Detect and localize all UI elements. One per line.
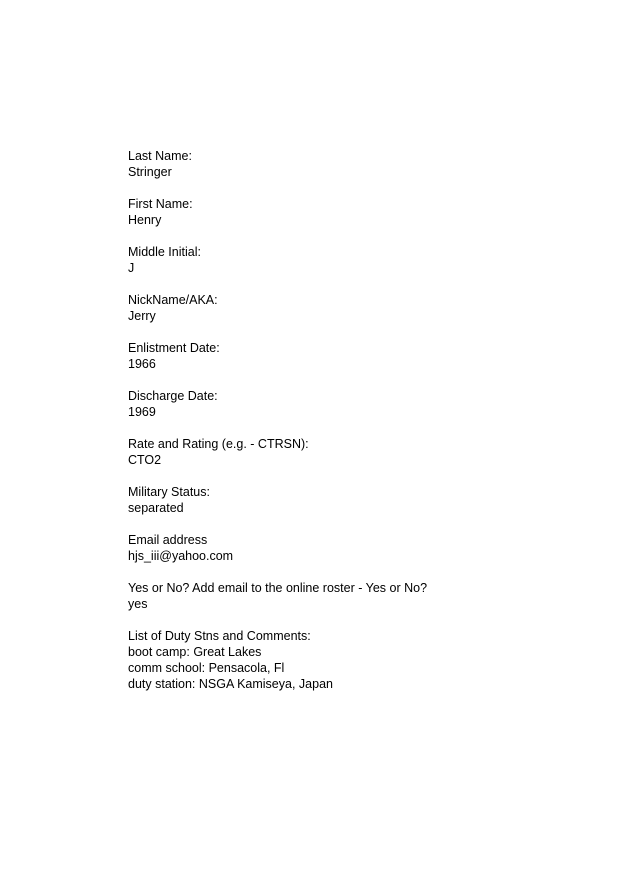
duty-line: comm school: Pensacola, Fl [128, 661, 285, 675]
roster-form-document [128, 148, 608, 708]
field-label: Enlistment Date: [128, 341, 220, 355]
field-value: Stringer [128, 165, 172, 179]
field-label: First Name: [128, 197, 193, 211]
field-middle-initial [128, 244, 608, 276]
field-email-address [128, 532, 608, 564]
field-label: List of Duty Stns and Comments: [128, 629, 311, 643]
field-value: J [128, 261, 135, 275]
field-value: 1966 [128, 357, 156, 371]
field-label: Rate and Rating (e.g. - CTRSN): [128, 437, 309, 451]
field-enlistment-date [128, 340, 608, 372]
duty-line: boot camp: Great Lakes [128, 645, 262, 659]
field-value: 1969 [128, 405, 156, 419]
duty-line: duty station: NSGA Kamiseya, Japan [128, 677, 333, 691]
field-label: Last Name: [128, 149, 192, 163]
field-label: Yes or No? Add email to the online roster - Yes or No? [128, 581, 428, 595]
field-value: yes [128, 597, 148, 611]
field-value: Jerry [128, 309, 156, 323]
field-value: separated [128, 501, 184, 515]
field-first-name [128, 196, 608, 228]
field-label: Discharge Date: [128, 389, 218, 403]
field-value: hjs_iii@yahoo.com [128, 549, 234, 563]
field-value: CTO2 [128, 453, 162, 467]
field-add-email-to-roster [128, 580, 608, 612]
field-rate-and-rating [128, 436, 608, 468]
field-discharge-date [128, 388, 608, 420]
field-label: Email address [128, 533, 208, 547]
field-military-status [128, 484, 608, 516]
field-last-name [128, 148, 608, 180]
field-label: Military Status: [128, 485, 210, 499]
field-nickname [128, 292, 608, 324]
field-duty-stations [128, 628, 608, 692]
field-label: NickName/AKA: [128, 293, 218, 307]
field-value: Henry [128, 213, 162, 227]
field-label: Middle Initial: [128, 245, 201, 259]
